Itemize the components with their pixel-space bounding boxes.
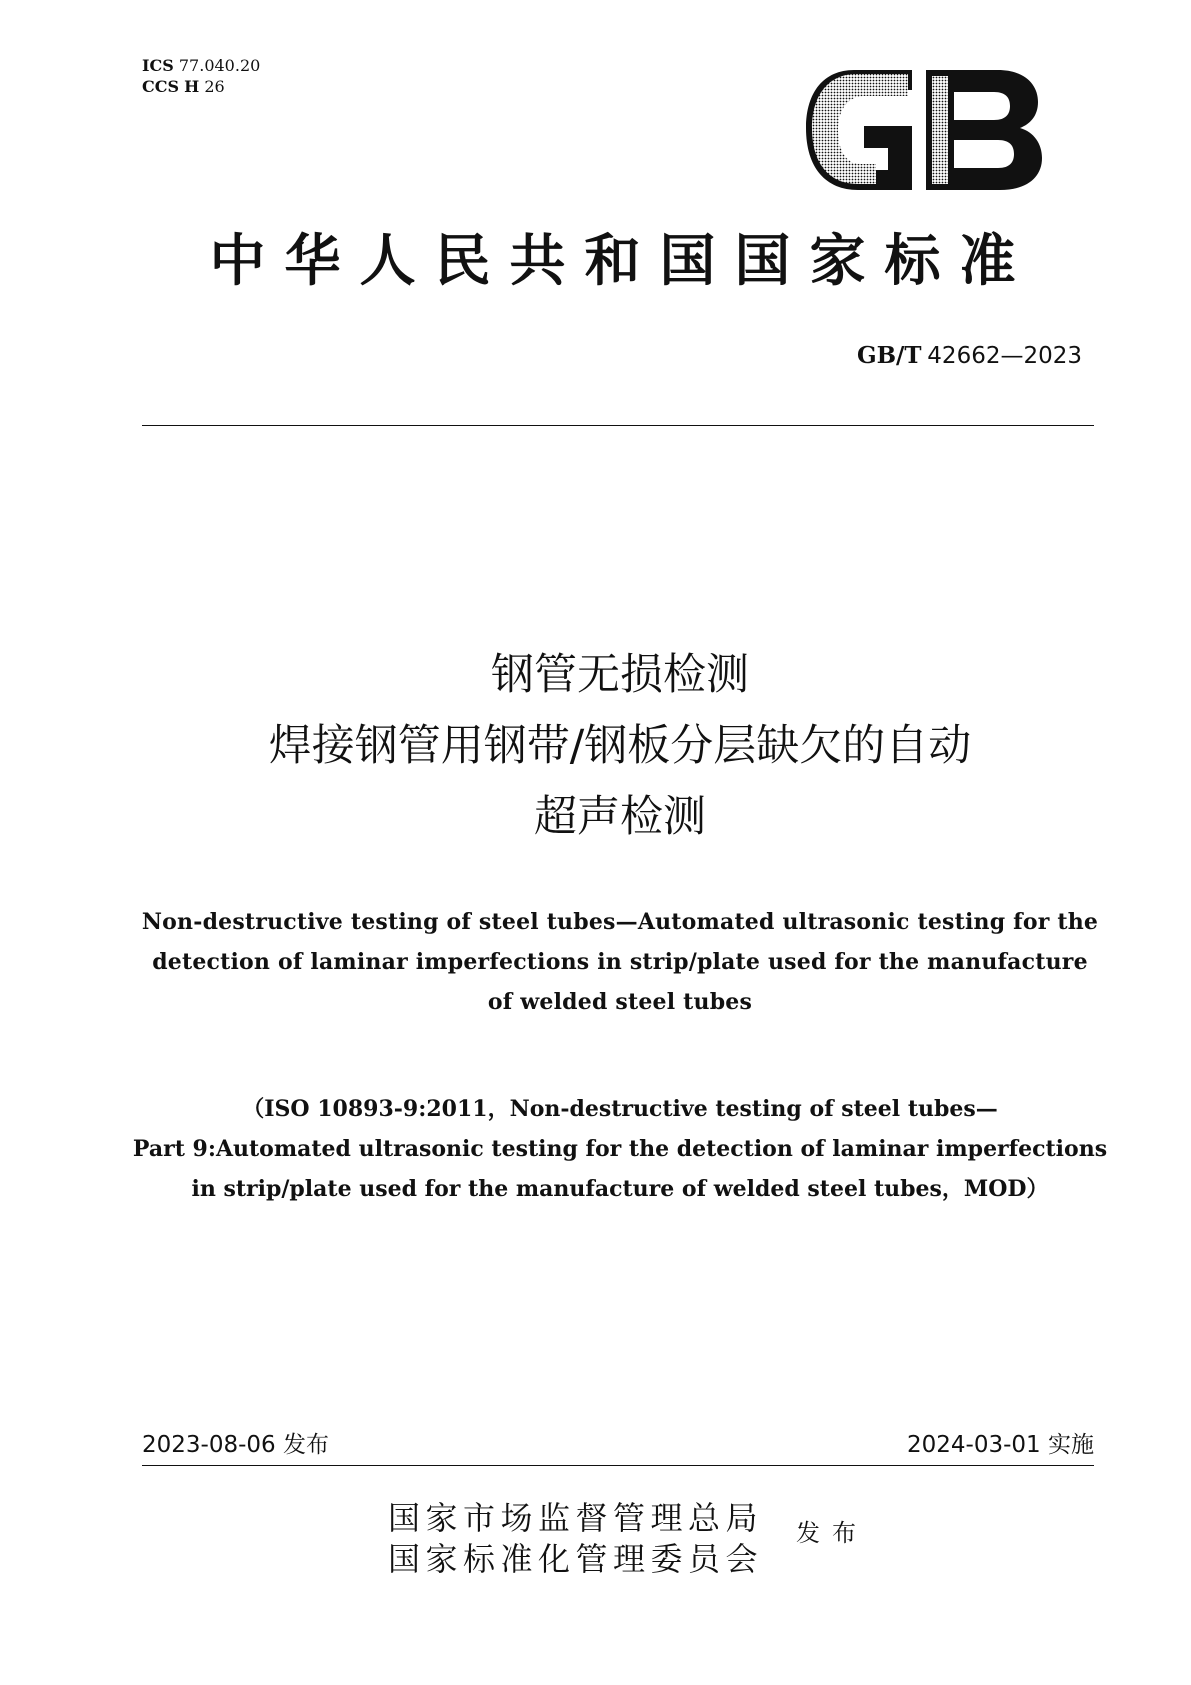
standard-number-prefix: GB/T (856, 342, 922, 369)
gb-logo-icon (806, 70, 1042, 192)
issuer-line2: 国家标准化管理委员会 (388, 1540, 764, 1578)
issuer-line1: 国家市场监督管理总局 (388, 1499, 764, 1537)
implementation-date: 2024-03-01 实施 (907, 1432, 1094, 1458)
gb-logo (806, 70, 1042, 192)
iso-reference-line1: （ISO 10893-9:2011，Non-destructive testing of steel tubes— (242, 1096, 998, 1122)
title-en (120, 902, 1120, 1022)
ccs-number: 26 (204, 77, 225, 96)
title-zh-line3: 超声检测 (534, 792, 706, 842)
ccs-code (142, 77, 225, 97)
ics-code (142, 56, 260, 76)
header-divider (142, 425, 1094, 426)
title-en-line2: detection of laminar imperfections in strip/plate used for the manufacture (152, 949, 1088, 975)
issuing-authorities (388, 1498, 763, 1580)
title-en-line1: Non-destructive testing of steel tubes—Automated ultrasonic testing for the (141, 909, 1099, 935)
standard-type-title: 中华人民共和国国家标准 (209, 228, 1035, 294)
footer-divider (142, 1465, 1094, 1466)
ics-label: ICS (142, 56, 174, 75)
publication-date: 2023-08-06 发布 (142, 1432, 329, 1458)
issued-label: 发布 (796, 1519, 868, 1547)
standard-number-value: 42662—2023 (927, 343, 1082, 369)
title-zh-line1: 钢管无损检测 (491, 650, 749, 700)
title-zh (120, 640, 1120, 853)
standard-number (700, 342, 1082, 370)
iso-reference (100, 1089, 1140, 1209)
ics-value: 77.040.20 (178, 56, 261, 75)
title-zh-line2: 焊接钢管用钢带/钢板分层缺欠的自动 (268, 721, 972, 771)
ccs-letter: H (184, 77, 200, 96)
ccs-label: CCS (142, 77, 180, 96)
title-en-line3: of welded steel tubes (487, 989, 753, 1015)
iso-reference-line3: in strip/plate used for the manufacture of welded steel tubes，MOD） (191, 1176, 1049, 1202)
iso-reference-line2: Part 9:Automated ultrasonic testing for the detection of laminar imperfections (132, 1136, 1108, 1162)
